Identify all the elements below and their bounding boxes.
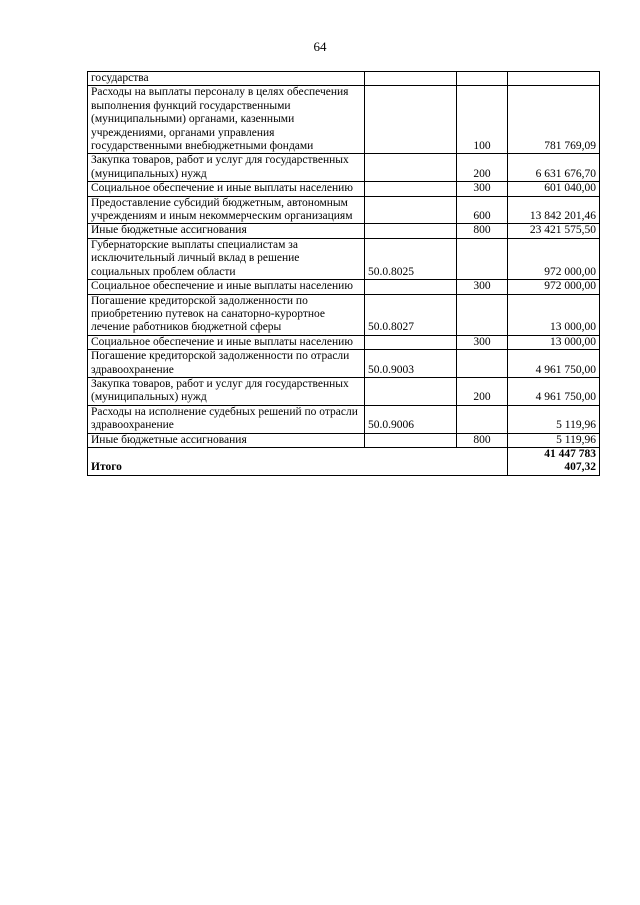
row-sum-cell xyxy=(508,72,600,86)
table-body xyxy=(88,72,600,476)
row-sum-cell: 781 769,09 xyxy=(508,86,600,154)
row-name-cell: Иные бюджетные ассигнования xyxy=(88,224,365,238)
row-expense-type-cell xyxy=(457,350,508,378)
row-expense-type-cell: 300 xyxy=(457,182,508,196)
row-code-cell xyxy=(365,335,457,349)
row-name-cell: Социальное обеспечение и иные выплаты населению xyxy=(88,182,365,196)
row-name-cell: Погашение кредиторской задолженности по отрасли здравоохранение xyxy=(88,350,365,378)
table-row xyxy=(88,224,600,238)
table-row xyxy=(88,196,600,224)
row-sum-cell: 6 631 676,70 xyxy=(508,154,600,182)
row-expense-type-cell xyxy=(457,238,508,279)
row-sum-cell: 972 000,00 xyxy=(508,238,600,279)
row-code-cell xyxy=(365,433,457,447)
row-expense-type-cell: 600 xyxy=(457,196,508,224)
row-sum-cell: 972 000,00 xyxy=(508,280,600,294)
table-row xyxy=(88,280,600,294)
row-sum-cell: 4 961 750,00 xyxy=(508,350,600,378)
row-name-cell: Социальное обеспечение и иные выплаты населению xyxy=(88,280,365,294)
row-expense-type-cell: 100 xyxy=(457,86,508,154)
row-expense-type-cell: 800 xyxy=(457,224,508,238)
row-expense-type-cell: 200 xyxy=(457,377,508,405)
row-name-cell: Социальное обеспечение и иные выплаты населению xyxy=(88,335,365,349)
page-number: 64 xyxy=(313,39,327,54)
budget-table xyxy=(87,71,600,476)
table-row xyxy=(88,405,600,433)
row-expense-type-cell: 300 xyxy=(457,335,508,349)
row-sum-cell: 5 119,96 xyxy=(508,405,600,433)
row-code-cell xyxy=(365,280,457,294)
table-row xyxy=(88,72,600,86)
row-code-cell xyxy=(365,86,457,154)
total-label: Итого xyxy=(88,447,508,475)
row-sum-cell: 4 961 750,00 xyxy=(508,377,600,405)
row-code-cell xyxy=(365,154,457,182)
row-name-cell: Иные бюджетные ассигнования xyxy=(88,433,365,447)
table-row xyxy=(88,182,600,196)
row-name-cell: государства xyxy=(88,72,365,86)
row-code-cell xyxy=(365,377,457,405)
row-sum-cell: 601 040,00 xyxy=(508,182,600,196)
row-expense-type-cell: 800 xyxy=(457,433,508,447)
row-sum-cell: 13 842 201,46 xyxy=(508,196,600,224)
table-row xyxy=(88,335,600,349)
row-code-cell: 50.0.8025 xyxy=(365,238,457,279)
table-row xyxy=(88,377,600,405)
table-row xyxy=(88,86,600,154)
row-name-cell: Предоставление субсидий бюджетным, автономным учреждениям и иным некоммерческим организациям xyxy=(88,196,365,224)
row-sum-cell: 13 000,00 xyxy=(508,294,600,335)
row-name-cell: Расходы на исполнение судебных решений по отрасли здравоохранение xyxy=(88,405,365,433)
table-row xyxy=(88,433,600,447)
row-expense-type-cell xyxy=(457,405,508,433)
row-code-cell xyxy=(365,224,457,238)
row-sum-cell: 5 119,96 xyxy=(508,433,600,447)
row-code-cell: 50.0.8027 xyxy=(365,294,457,335)
row-name-cell: Закупка товаров, работ и услуг для государственных (муниципальных) нужд xyxy=(88,377,365,405)
row-code-cell xyxy=(365,196,457,224)
row-sum-cell: 23 421 575,50 xyxy=(508,224,600,238)
table-row xyxy=(88,154,600,182)
row-code-cell xyxy=(365,72,457,86)
row-expense-type-cell xyxy=(457,294,508,335)
row-name-cell: Погашение кредиторской задолженности по приобретению путевок на санаторно-курортное лечение работников бюджетной сферы xyxy=(88,294,365,335)
row-expense-type-cell: 200 xyxy=(457,154,508,182)
total-sum: 41 447 783 407,32 xyxy=(508,447,600,475)
table-row xyxy=(88,294,600,335)
row-code-cell: 50.0.9006 xyxy=(365,405,457,433)
row-code-cell xyxy=(365,182,457,196)
row-name-cell: Закупка товаров, работ и услуг для государственных (муниципальных) нужд xyxy=(88,154,365,182)
total-row xyxy=(88,447,600,475)
table-row xyxy=(88,238,600,279)
row-expense-type-cell xyxy=(457,72,508,86)
row-sum-cell: 13 000,00 xyxy=(508,335,600,349)
row-name-cell: Губернаторские выплаты специалистам за исключительный личный вклад в решение социальных проблем области xyxy=(88,238,365,279)
row-name-cell: Расходы на выплаты персоналу в целях обеспечения выполнения функций государственными (муниципальными) органами, казенными учреждениями, органами управления государственными внебюджетными фондами xyxy=(88,86,365,154)
row-code-cell: 50.0.9003 xyxy=(365,350,457,378)
row-expense-type-cell: 300 xyxy=(457,280,508,294)
table-row xyxy=(88,350,600,378)
